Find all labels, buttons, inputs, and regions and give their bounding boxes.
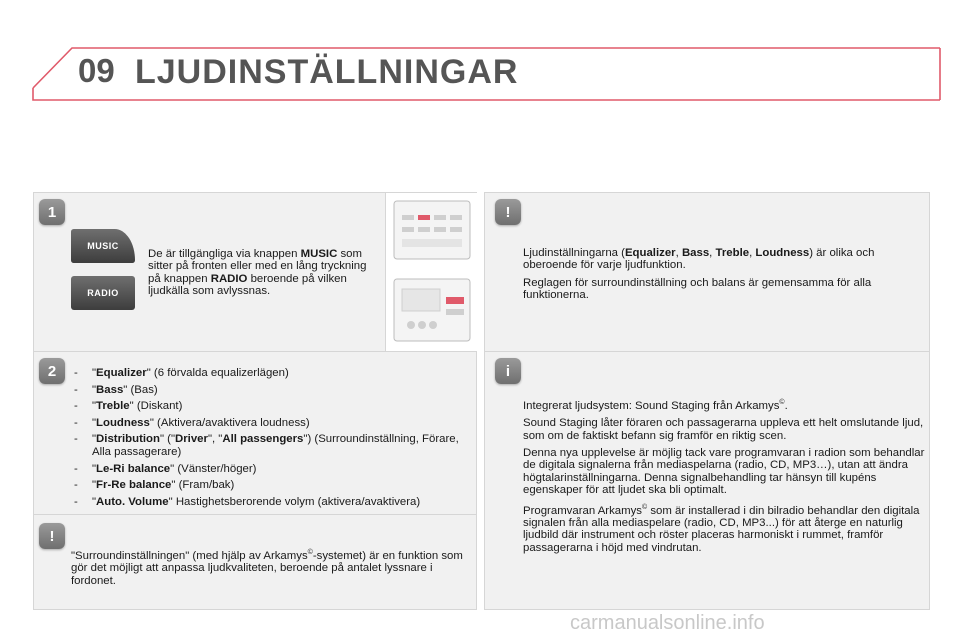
settings-list — [74, 367, 474, 512]
warning-icon: ! — [495, 199, 521, 225]
list-item: - "Bass" (Bas) — [74, 383, 158, 396]
music-button-image: MUSIC — [71, 229, 135, 263]
list-item: - "Le-Ri balance" (Vänster/höger) — [74, 462, 257, 475]
list-item: - "Distribution" ("Driver", "All passengers") (Surroundinställning, Förare, Alla passagerare) — [74, 433, 459, 458]
panel1-text: De är tillgängliga via knappen MUSIC som sitter på fronten eller med en lång tryckning på knappen RADIO beroende på vilken ljudkälla som avlyssnas. — [148, 248, 367, 298]
panel-settings-note — [484, 192, 930, 352]
page-title: LJUDINSTÄLLNINGAR — [135, 53, 519, 91]
list-item: - "Equalizer" (6 förvalda equalizerlägen) — [74, 367, 289, 379]
page-header — [0, 0, 960, 110]
panel4-text: Ljudinställningarna (Equalizer, Bass, Treble, Loudness) är olika och oberoende för varje ljudfunktion. Reglagen för surroundinställning och balans är gemensamma för alla funktionerna. — [523, 247, 875, 302]
chapter-number: 09 — [78, 52, 115, 89]
radio-unit-illustration — [385, 193, 477, 351]
radio-button-image: RADIO — [71, 276, 135, 310]
watermark: carmanualsonline.info — [570, 612, 765, 634]
panel-buttons-info — [33, 192, 477, 352]
list-item: - "Loudness" (Aktivera/avaktivera loudness) — [74, 416, 310, 429]
step-badge-2: 2 — [39, 358, 65, 384]
radio-unit-icon — [386, 193, 477, 351]
panel3-text: "Surroundinställningen" (med hjälp av Arkamys©-systemet) är en funktion som gör det möjligt att anpassa ljudkvaliteten, beroende på antalet lyssnare i fordonet. — [71, 549, 463, 587]
warning-icon: ! — [39, 523, 65, 549]
panel-arkamys-info — [484, 351, 930, 610]
list-item: - "Treble" (Diskant) — [74, 400, 183, 413]
list-item: - "Auto. Volume" Hastighetsberorende volym (aktivera/avaktivera) — [74, 495, 421, 508]
panel-settings-list — [33, 351, 477, 515]
panel-surround-note — [33, 514, 477, 610]
panel5-text: Integrerat ljudsystem: Sound Staging från Arkamys©. Sound Staging låter föraren och passagerarna uppleva ett helt omslutande ljud, som om de faktiskt befann sig framför en riktig scen. Denna nya upplevelse är möjlig tack vare programvaran i radion som behandlar de digitala signalerna från mediaspelarna (radio, CD, MP3…), utan att ändra högtalarinställningarna. Denna signalbehandling tar hänsyn till kupéns egenskaper för att ljudet ska bli optimalt. Programvaran Arkamys© som är installerad i din bilradio behandlar den digitala signalen från alla mediaspelare (radio, CD, MP3...) för att återge en naturlig ljudbild där instrument och röster placeras harmoniskt i rummet, framför passagerarna i höjd med vindrutan. — [523, 399, 925, 554]
list-item: - "Fr-Re balance" (Fram/bak) — [74, 479, 235, 492]
info-icon: i — [495, 358, 521, 384]
step-badge-1: 1 — [39, 199, 65, 225]
